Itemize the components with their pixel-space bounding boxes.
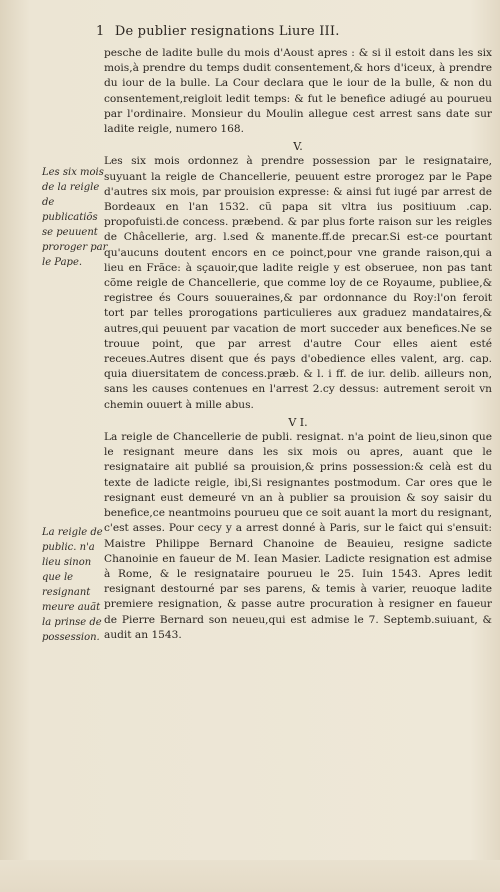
paragraph-section-vi: La reigle de Chancellerie de publi. resignat. n'a point de lieu,sinon que le resignant meure dans les six mois ou apres, auant que le resignataire ait publié sa prouision,& prins possession:& celà est du texte de ladicte reigle, ibi,Si resignantes postmodum. Car ores que le resignant eust demeuré vn an à publier sa prouision & soy saisir du benefice,ce neantmoins pourueu que ce soit auant la mort du resignant, c'est asses. Pour cecy y a arrest donné à Paris, sur le faict qui s'ensuit: Maistre Philippe Bernard Chanoine de Beauieu, resigne sadicte Chanoinie en faueur de M. Iean Masier. Ladicte resignation est admise à Rome, & le resignataire pourueu le 25. Iuin 1543. Apres ledit resignant destourné par ses parens, & temis à varier, reuoque ladite premiere resignation, & passe autre procuration à resigner en faueur de Pierre Bernard son neueu,qui est admise le 7. Septemb.suiuant, & audit an 1543.	[104, 431, 492, 641]
running-title: De publier resignations Liure III.	[114, 24, 340, 39]
section-number-v: V.	[293, 140, 303, 154]
section-number-vi: V I.	[288, 415, 308, 429]
main-text-block	[104, 46, 492, 643]
page-bottom-margin	[0, 860, 500, 892]
margin-note-prorogation: Les six mois de la reigle de publicatiõs se peuuent proroger par le Pape.	[42, 167, 108, 268]
paragraph-intro: pesche de ladite bulle du mois d'Aoust apres : & si il estoit dans les six mois,à prendre du temps dudit consentement,& hors d'iceux, à prendre du iour de la bulle. La Cour declara que le iour de la bulle, & non du consentement,reigloit ledit temps: & fut le benefice adiugé au pourueu par l'ordinaire. Monsieur du Moulin allegue cest arrest sans date sur ladite reigle, numero 168.	[104, 47, 492, 136]
running-header	[96, 24, 496, 39]
margin-note-publication-rule: La reigle de public. n'a lieu sinon que le resignant meure auãt la prinse de possession.	[42, 527, 103, 643]
paragraph-section-v: Les six mois ordonnez à prendre possession par le resignataire, suyuant la reigle de Chancellerie, peuuent estre prorogez par le Pape d'autres six mois, par prouision expresse: & ainsi fut iugé par arrest de Bordeaux en l'an 1532. cũ papa sit vltra ius positiuum .cap. propofuisti.de concess. præbend. & par plus forte raison sur les reigles de Châcellerie, arg. l.sed & manente.ff.de precar.Si est-ce pourtant qu'aucuns doutent encors en ce poinct,pour vne grande raison,qui a lieu en Frãce: à sçauoir,que ladite reigle y est obseruee, non pas tant cõme reigle de Chancellerie, que comme loy de ce Royaume, publiee,& registree és Cours souueraines,& par ordonnance du Roy:l'on feroit tort par telles prorogations particulieres aux graduez mandataires,& autres,qui peuuent par vacation de mort succeder aux benefices.Ne se trouue point, que par arrest d'autre Cour elles aient esté receues.Autres disent que és pays d'obedience elles valent, arg. cap. quia diuersitatem de concess.præb. & l. i ff. de iur. delib. ailleurs non, sans les causes contenues en l'arrest 2.cy dessus: autrement seroit vn chemin ouuert à mille abus.	[104, 155, 492, 411]
page-number: 1	[96, 24, 105, 39]
